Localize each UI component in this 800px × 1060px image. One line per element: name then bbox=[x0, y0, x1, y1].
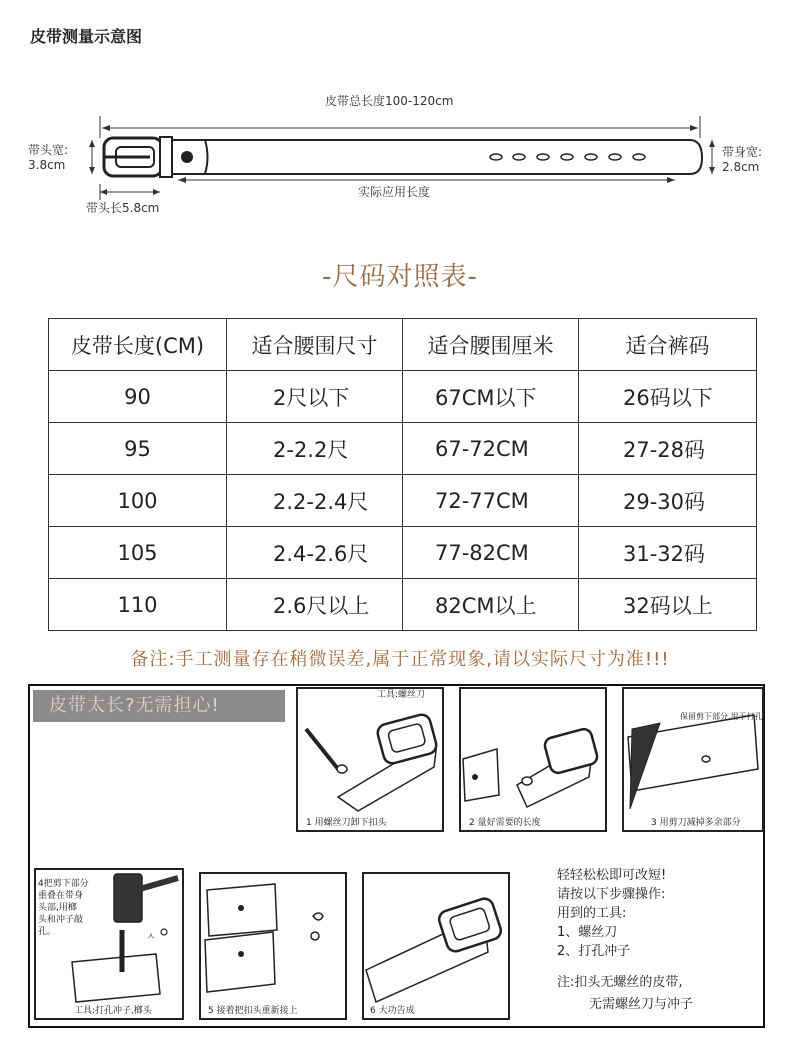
step-2-panel bbox=[459, 687, 607, 832]
steps-line: 1、螺丝刀 bbox=[557, 925, 618, 940]
cell-pants-size: 26码以下 bbox=[579, 371, 757, 423]
step-1-tool: 工具:螺丝刀 bbox=[377, 690, 426, 700]
measure-icon bbox=[461, 689, 605, 830]
steps-note bbox=[557, 972, 693, 1016]
step-3-panel bbox=[622, 687, 764, 832]
step-5-panel bbox=[199, 872, 347, 1020]
cell-belt-length: 105 bbox=[49, 527, 227, 579]
steps-line: 用到的工具: bbox=[557, 906, 627, 921]
measurement-note: 备注:手工测量存在稍微误差,属于正常现象,请以实际尺寸为准!!! bbox=[130, 649, 670, 670]
cell-waist-cm: 77-82CM bbox=[403, 527, 579, 579]
diagram-title: 皮带测量示意图 bbox=[30, 27, 143, 46]
step-6-caption: 6 大功告成 bbox=[370, 1006, 415, 1016]
step-4-text: 4把剪下部分 重叠在带身 头部,用榔 头和冲子敲 孔。 bbox=[38, 879, 89, 937]
steps-line: 2、打孔冲子 bbox=[557, 944, 631, 959]
table-row bbox=[49, 423, 757, 475]
cell-pants-size: 27-28码 bbox=[579, 423, 757, 475]
step-3-caption: 3 用剪刀减掉多余部分 bbox=[651, 818, 741, 828]
cell-belt-length: 95 bbox=[49, 423, 227, 475]
finished-belt-icon bbox=[364, 874, 508, 1018]
steps-text bbox=[557, 866, 666, 961]
cell-belt-length: 90 bbox=[49, 371, 227, 423]
steps-line: 请按以下步骤操作: bbox=[557, 887, 666, 902]
step-6-panel bbox=[362, 872, 510, 1020]
cell-waist-chi: 2.6尺以上 bbox=[227, 579, 403, 631]
header-belt-length: 皮带长度(CM) bbox=[49, 319, 227, 371]
belt-strap bbox=[172, 140, 702, 174]
screwdriver-icon bbox=[298, 689, 442, 830]
size-chart-title: -尺码对照表- bbox=[322, 262, 478, 292]
body-width-label: 带身宽: bbox=[722, 145, 763, 159]
steps-line: 轻轻松松即可改短! bbox=[557, 868, 667, 883]
table-row bbox=[49, 475, 757, 527]
table-row bbox=[49, 527, 757, 579]
step-4-tool: 工具:打孔冲子,榔头 bbox=[74, 1006, 152, 1016]
size-table bbox=[48, 318, 757, 631]
cell-waist-chi: 2尺以下 bbox=[227, 371, 403, 423]
header-waist-chi: 适合腰围尺寸 bbox=[227, 319, 403, 371]
instructions-banner: 皮带太长?无需担心! bbox=[33, 690, 285, 722]
head-width-value: 3.8cm bbox=[28, 158, 66, 172]
cell-waist-cm: 67-72CM bbox=[403, 423, 579, 475]
cell-pants-size: 29-30码 bbox=[579, 475, 757, 527]
cell-belt-length: 100 bbox=[49, 475, 227, 527]
cell-waist-cm: 67CM以下 bbox=[403, 371, 579, 423]
table-row bbox=[49, 371, 757, 423]
cell-pants-size: 32码以上 bbox=[579, 579, 757, 631]
header-pants-size: 适合裤码 bbox=[579, 319, 757, 371]
cell-pants-size: 31-32码 bbox=[579, 527, 757, 579]
cell-waist-chi: 2.4-2.6尺 bbox=[227, 527, 403, 579]
steps-note-line: 无需螺丝刀与冲子 bbox=[589, 997, 694, 1012]
body-width-value: 2.8cm bbox=[722, 160, 760, 174]
table-row bbox=[49, 579, 757, 631]
cell-belt-length: 110 bbox=[49, 579, 227, 631]
step-1-caption: 1 用螺丝刀卸下扣头 bbox=[306, 818, 387, 828]
screw-icon bbox=[181, 151, 193, 163]
cell-waist-cm: 82CM以上 bbox=[403, 579, 579, 631]
table-header-row bbox=[49, 319, 757, 371]
step-3-note: 保留剪下部分,用于打孔 bbox=[680, 712, 763, 721]
usable-length-label: 实际应用长度 bbox=[358, 185, 431, 199]
step-5-caption: 5 接着把扣头重新接上 bbox=[208, 1006, 298, 1016]
step-1-panel bbox=[296, 687, 444, 832]
reattach-icon bbox=[201, 874, 345, 1018]
cell-waist-chi: 2-2.2尺 bbox=[227, 423, 403, 475]
step-2-caption: 2 量好需要的长度 bbox=[469, 818, 541, 828]
cell-waist-chi: 2.2-2.4尺 bbox=[227, 475, 403, 527]
svg-text:ㅅ: ㅅ bbox=[146, 932, 156, 943]
cell-waist-cm: 72-77CM bbox=[403, 475, 579, 527]
steps-note-line: 注:扣头无螺丝的皮带, bbox=[557, 975, 683, 990]
head-length-label: 带头长5.8cm bbox=[86, 201, 160, 215]
header-waist-cm: 适合腰围厘米 bbox=[403, 319, 579, 371]
head-width-label: 带头宽: bbox=[28, 143, 69, 157]
total-length-label: 皮带总长度100-120cm bbox=[325, 94, 454, 108]
